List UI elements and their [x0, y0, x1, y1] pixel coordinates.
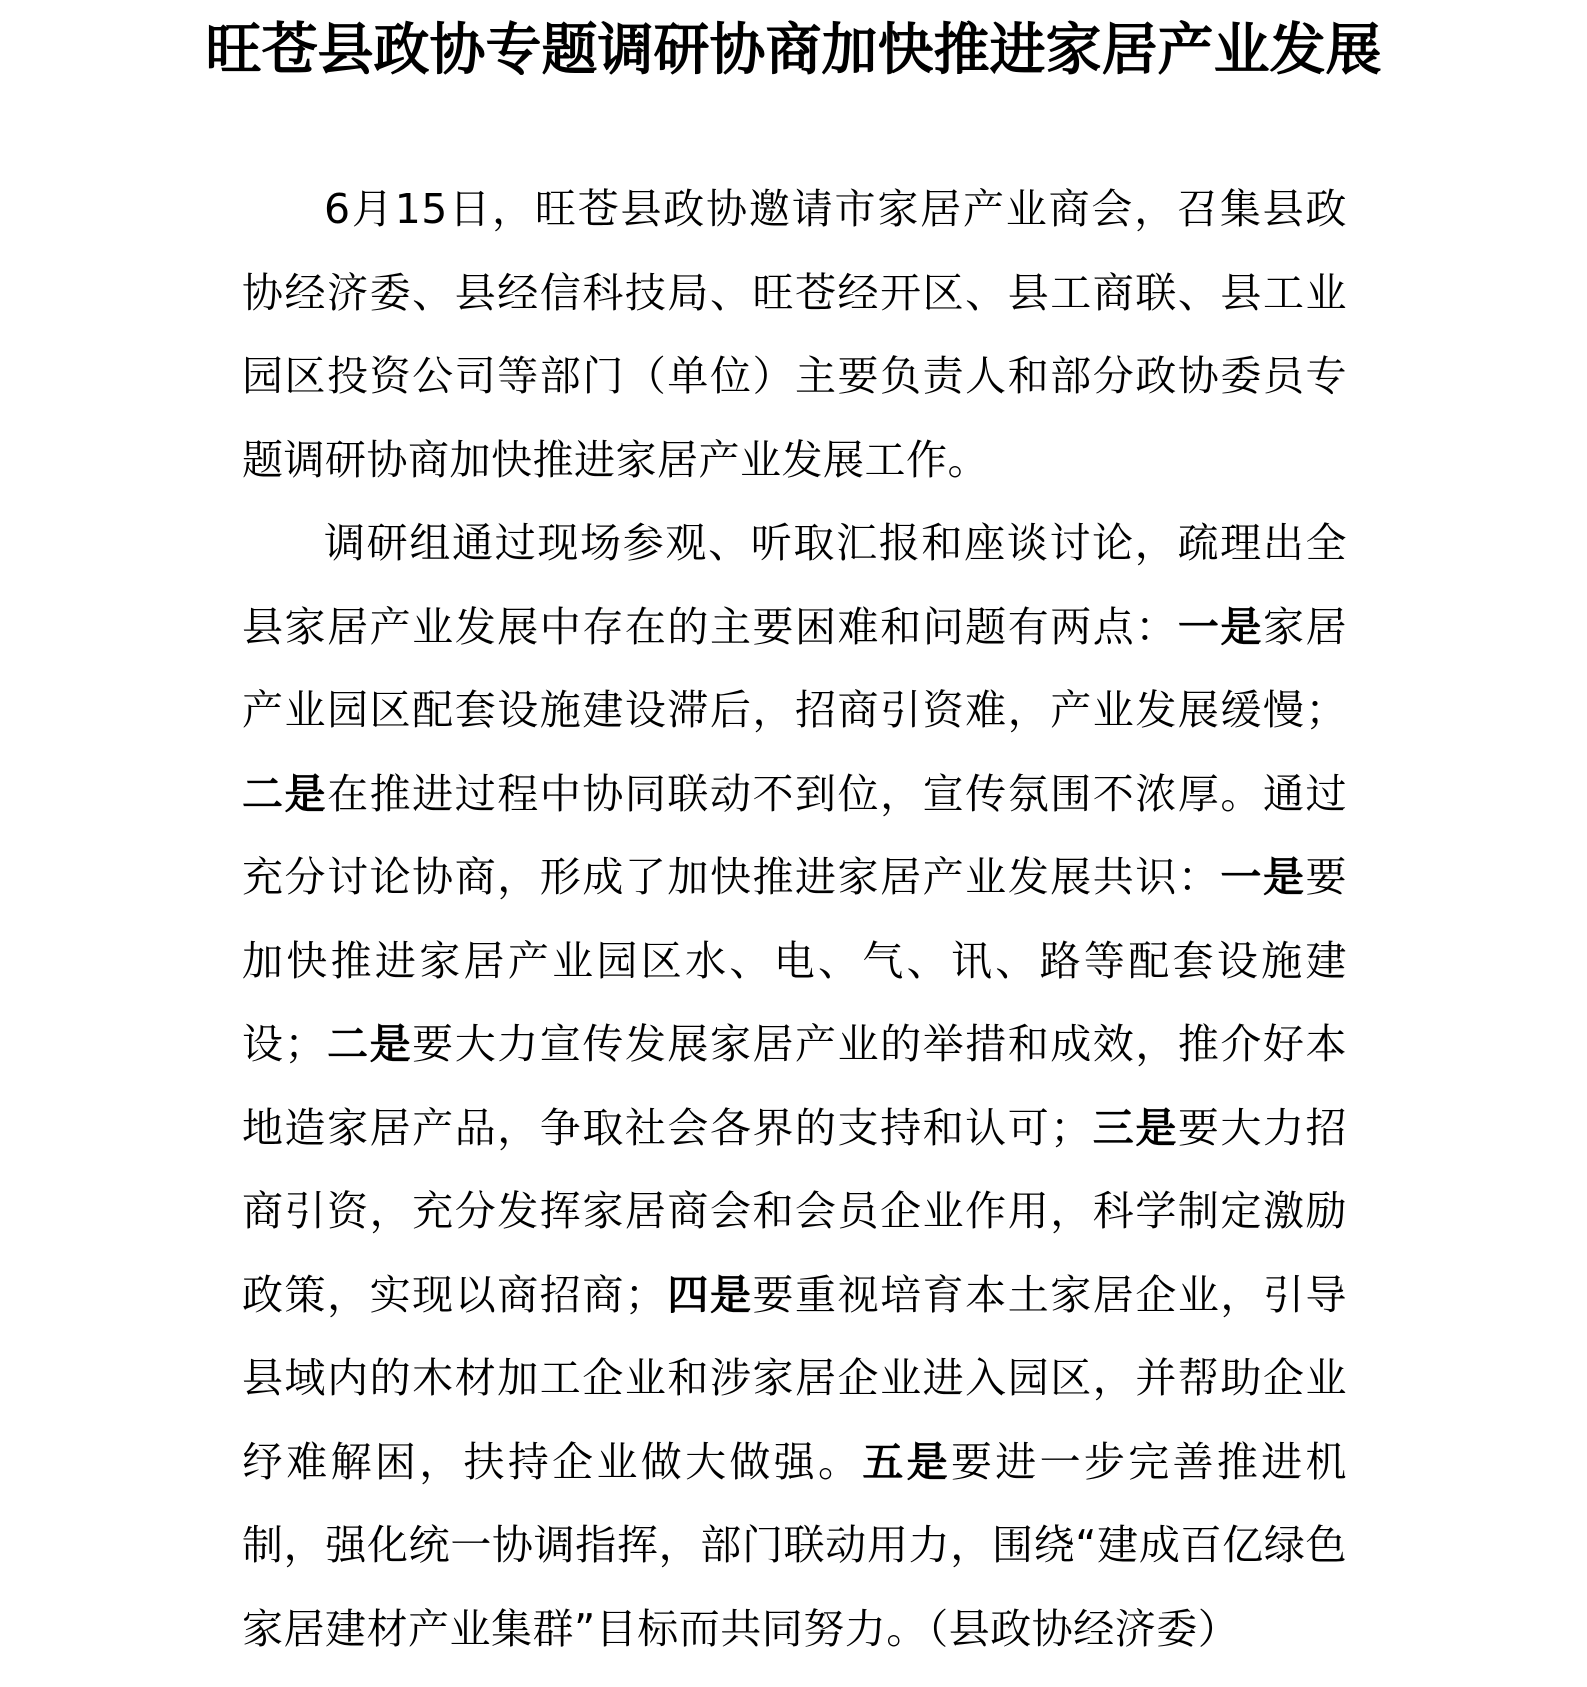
- consensus-3-text: 要大力招商引资，充分发挥家居商会和会员企业作用，科学制定激励政策，实现以商招商；: [242, 1103, 1348, 1319]
- paragraph-1: 6月15日，旺苍县政协邀请市家居产业商会，召集县政协经济委、县经信科技局、旺苍经开区、县工商联、县工业园区投资公司等部门（单位）主要负责人和部分政协委员专题调研协商加快推进家居产业发展工作。: [242, 185, 1347, 484]
- problem-1-label: 一是: [1177, 602, 1263, 651]
- document-title: 旺苍县政协专题调研协商加快推进家居产业发展: [205, 17, 1382, 83]
- paragraph-2-intro: 调研组通过现场参观、听取汇报和座谈讨论，疏理出全县家居产业发展中存在的主要困难和问题有两点：: [242, 519, 1347, 651]
- consensus-5-label: 五是: [862, 1437, 951, 1486]
- consensus-2-label: 二是: [326, 1020, 413, 1068]
- problem-2-text: 在推进过程中协同联动不到位，宣传氛围不浓厚。通过充分讨论协商，形成了加快推进家居产业发展共识：: [242, 769, 1348, 901]
- consensus-4-label: 四是: [666, 1270, 753, 1319]
- consensus-1-label: 一是: [1220, 853, 1306, 901]
- document-body: [242, 168, 1347, 1671]
- problem-1-text: 家居产业园区配套设施建设滞后，招商引资难，产业发展缓慢；: [242, 602, 1348, 734]
- consensus-1-text: 要加快推进家居产业园区水、电、气、讯、路等配套设施建设；: [242, 853, 1348, 1068]
- consensus-4-text: 要重视培育本土家居企业，引导县域内的木材加工企业和涉家居企业进入园区，并帮助企业纾难解困，扶持企业做大做强。: [242, 1270, 1348, 1486]
- consensus-3-label: 三是: [1091, 1103, 1178, 1152]
- consensus-2-text: 要大力宣传发展家居产业的举措和成效，推介好本地造家居产品，争取社会各界的支持和认可；: [242, 1020, 1348, 1152]
- consensus-5-text: 要进一步完善推进机制，强化统一协调指挥，部门联动用力，围绕“建成百亿绿色家居建材产业集群”目标而共同努力。（县政协经济委）: [242, 1437, 1347, 1653]
- problem-2-label: 二是: [242, 769, 328, 818]
- paragraph-2: [242, 502, 1347, 1671]
